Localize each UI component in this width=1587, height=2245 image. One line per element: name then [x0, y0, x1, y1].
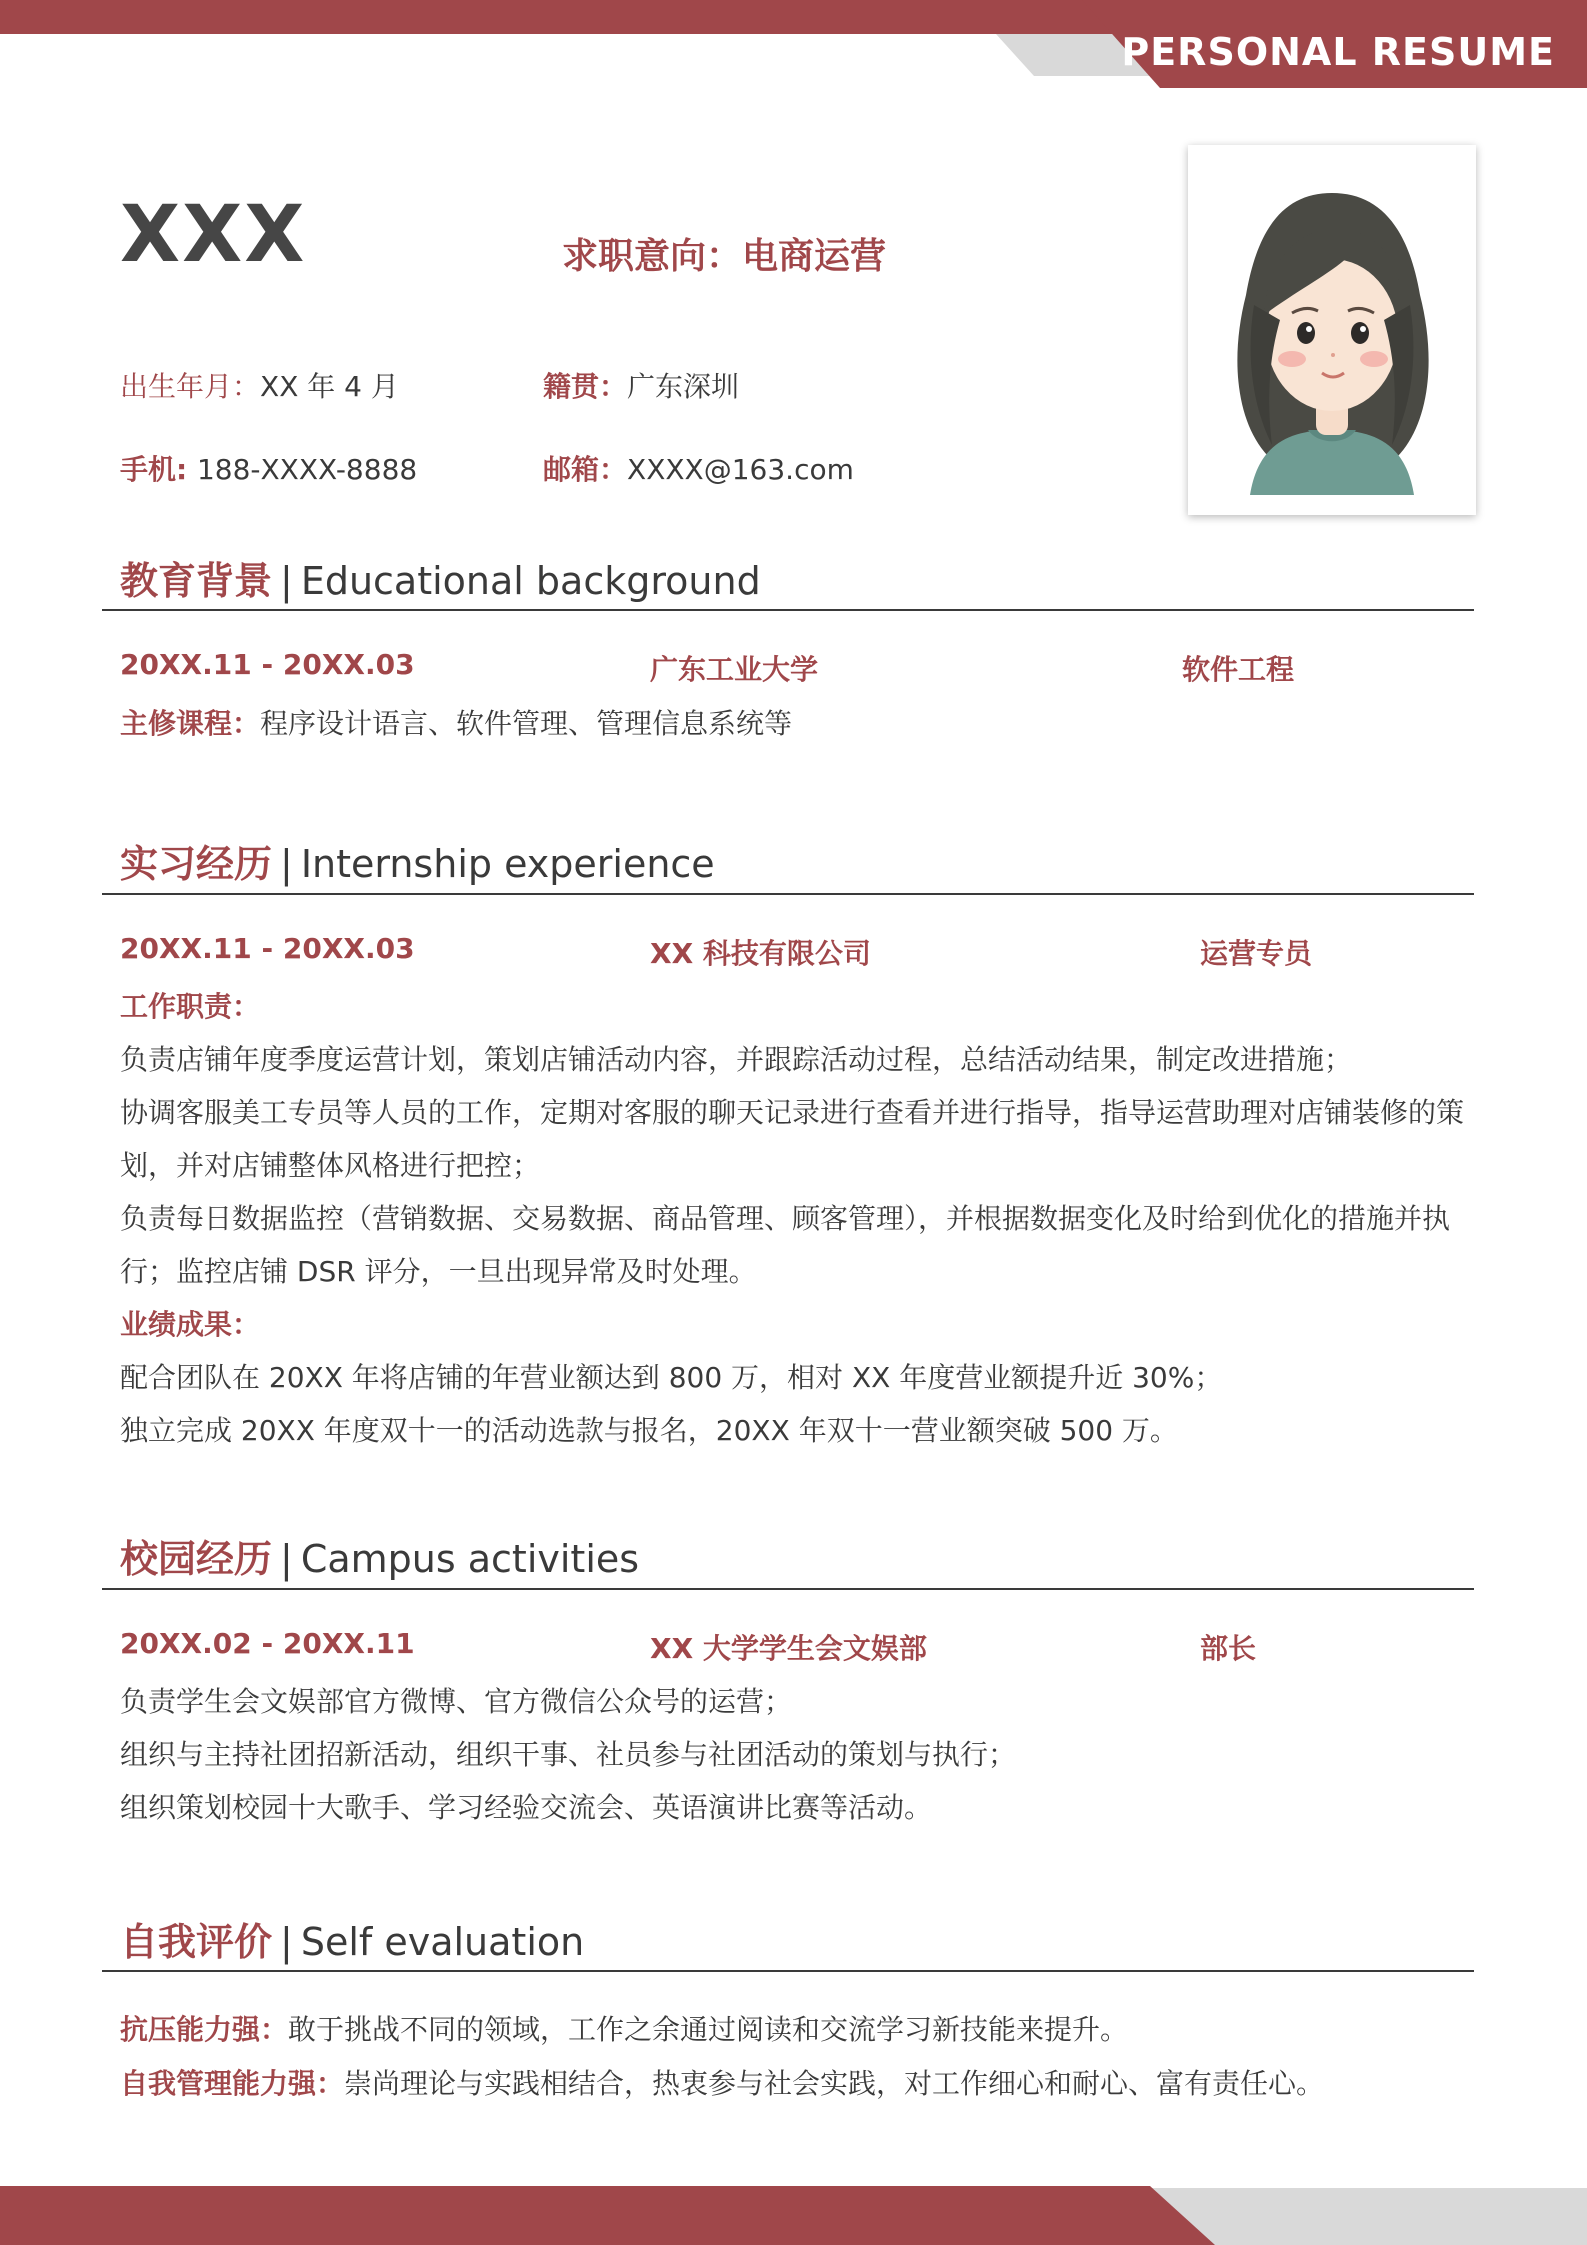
duty-line: 行；监控店铺 DSR 评分，一旦出现异常及时处理。 [120, 1255, 757, 1288]
self-eval-label: 抗压能力强： [120, 2013, 289, 2046]
campus-line: 负责学生会文娱部官方微博、官方微信公众号的运营； [120, 1685, 793, 1718]
email-info [543, 448, 854, 488]
phone-value: 188-XXXX-8888 [196, 453, 418, 486]
section-rule [102, 1588, 1474, 1590]
duty-line: 负责每日数据监控（营销数据、交易数据、商品管理、顾客管理），并根据数据变化及时给到优化的措施并执 [120, 1202, 1451, 1235]
self-eval-line [120, 2008, 1128, 2048]
section-title-cn: 教育背景 [120, 559, 273, 603]
candidate-name: XXX [120, 190, 307, 280]
job-intent [562, 228, 886, 279]
results-label: 业绩成果： [120, 1308, 261, 1341]
duty-line: 划，并对店铺整体风格进行把控； [120, 1149, 541, 1182]
section-title-en: Campus activities [300, 1537, 640, 1581]
self-eval-text: 敢于挑战不同的领域，工作之余通过阅读和交流学习新技能来提升。 [288, 2013, 1129, 2046]
birth-info [120, 365, 399, 405]
internship-role: 运营专员 [1200, 937, 1313, 970]
campus-line: 组织与主持社团招新活动，组织干事、社员参与社团活动的策划与执行； [120, 1738, 1017, 1771]
birth-label: 出生年月： [120, 370, 261, 403]
internship-period: 20XX.11 - 20XX.03 [120, 932, 415, 965]
campus-role: 部长 [1200, 1632, 1257, 1665]
section-title-en: Self evaluation [300, 1920, 585, 1964]
job-intent-value: 电商运营 [742, 236, 887, 277]
section-title-cn: 校园经历 [120, 1537, 273, 1581]
courses-label: 主修课程： [120, 707, 261, 740]
courses-value: 程序设计语言、软件管理、管理信息系统等 [260, 707, 793, 740]
education-courses [120, 702, 792, 742]
section-title-campus [120, 1528, 639, 1583]
duties-label: 工作职责： [120, 990, 261, 1023]
campus-period: 20XX.02 - 20XX.11 [120, 1627, 415, 1660]
section-rule [102, 1970, 1474, 1972]
email-value: XXXX@163.com [627, 453, 854, 486]
avatar-illustration-icon [1188, 145, 1476, 515]
bottom-banner-bar [0, 2186, 1215, 2245]
section-title-cn: 实习经历 [120, 842, 273, 886]
self-eval-label: 自我管理能力强： [120, 2067, 345, 2100]
section-title-en: Educational background [300, 559, 761, 603]
self-eval-text: 崇尚理论与实践相结合，热衷参与社会实践，对工作细心和耐心、富有责任心。 [344, 2067, 1325, 2100]
duty-line: 协调客服美工专员等人员的工作，定期对客服的聊天记录进行查看并进行指导，指导运营助理对店铺装修的策 [120, 1096, 1465, 1129]
phone-label: 手机: [120, 453, 197, 486]
section-divider: | [280, 1537, 293, 1581]
duty-line: 负责店铺年度季度运营计划，策划店铺活动内容，并跟踪活动过程，总结活动结果，制定改进措施； [120, 1043, 1353, 1076]
section-title-en: Internship experience [300, 842, 715, 886]
email-label: 邮箱： [543, 453, 628, 486]
section-title-self [120, 1911, 584, 1966]
origin-value: 广东深圳 [627, 370, 740, 403]
banner-title: PERSONAL RESUME [1121, 30, 1555, 74]
section-divider: | [280, 559, 293, 603]
education-major: 软件工程 [1182, 653, 1295, 686]
section-divider: | [280, 842, 293, 886]
education-period: 20XX.11 - 20XX.03 [120, 648, 415, 681]
job-intent-label: 求职意向： [562, 236, 743, 277]
internship-company: XX 科技有限公司 [650, 937, 871, 970]
birth-value: XX 年 4 月 [260, 370, 399, 403]
phone-info [120, 448, 417, 488]
result-line: 配合团队在 20XX 年将店铺的年营业额达到 800 万，相对 XX 年度营业额提升近 30%； [120, 1361, 1223, 1394]
bottom-banner-accent [1150, 2188, 1587, 2245]
origin-info [543, 365, 739, 405]
education-school: 广东工业大学 [650, 653, 819, 686]
origin-label: 籍贯： [543, 370, 628, 403]
result-line: 独立完成 20XX 年度双十一的活动选款与报名，20XX 年双十一营业额突破 500 万。 [120, 1414, 1178, 1447]
campus-org: XX 大学学生会文娱部 [650, 1632, 927, 1665]
section-title-education [120, 550, 761, 605]
section-divider: | [280, 1920, 293, 1964]
self-eval-line [120, 2062, 1324, 2102]
campus-line: 组织策划校园十大歌手、学习经验交流会、英语演讲比赛等活动。 [120, 1791, 933, 1824]
section-rule [102, 893, 1474, 895]
section-rule [102, 609, 1474, 611]
section-title-cn: 自我评价 [120, 1920, 273, 1964]
section-title-internship [120, 833, 715, 888]
profile-photo [1188, 145, 1476, 515]
